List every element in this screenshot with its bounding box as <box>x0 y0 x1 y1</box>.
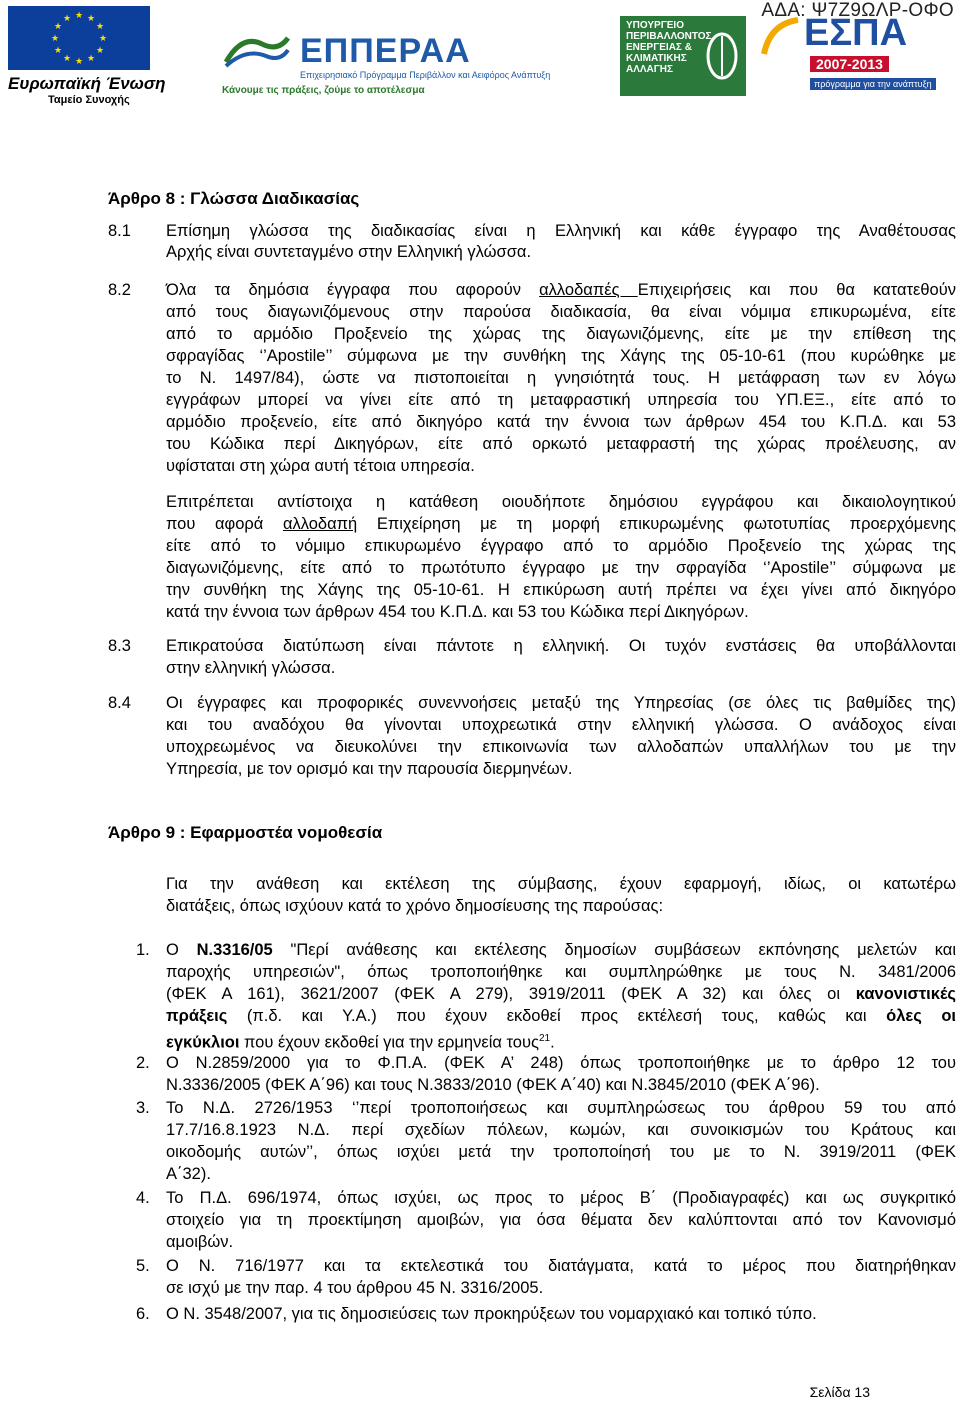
item-5-line: Ο Ν. 716/1977 και τα εκτελεστικά του διατάγματα, κατά το μέρος που διατηρήθηκαν <box>166 1257 956 1275</box>
ada-code: ΑΔΑ: Ψ7Ζ9ΩΛΡ-ΟΦΟ <box>761 0 954 21</box>
item-1-line: Ο Ν.3316/05 "Περί ανάθεσης και εκτέλεσης δημοσίων συμβάσεων εκπόνησης μελετών και <box>166 941 957 959</box>
ministry-logo <box>620 16 746 96</box>
svg-text:★: ★ <box>53 22 63 32</box>
item-4-line: στοιχείο για τη προεκτίμηση αμοιβών, για όσα θέματα δεν καλύπτονται από τον Κανονισμό <box>166 1211 956 1229</box>
page-number: Σελίδα 13 <box>809 1384 870 1400</box>
para-8-2b-line: είτε από το νόμιμο επικυρωμένο έγγραφο από το αρμόδιο Προξενείο της χώρας της <box>166 537 956 555</box>
para-8-2-line: από τους διαγωνιζόμενους στην παρούσα διαδικασία, θα είναι νόμιμα επικυρωμένα, είτε <box>166 303 956 321</box>
item-1-number: 1. <box>136 941 150 959</box>
item-3-line: οικοδομής αυτών’’, όπως ισχύει μετά την τροποποίησή του με το Ν. 3919/2011 (ΦΕΚ <box>166 1143 956 1161</box>
para-8-4-number: 8.4 <box>108 694 131 712</box>
para-8-4-line: Υπηρεσία, με τον ορισμό και την παρουσία διερμηνέων. <box>166 760 573 778</box>
espa-logo <box>760 12 956 98</box>
para-8-2-line: το Ν. 1497/84), ώστε να πιστοποιείται η γνησιότητά τους. Η μετάφραση των εν λόγω <box>166 369 956 387</box>
svg-text:★: ★ <box>50 34 60 44</box>
eu-flag-icon <box>8 6 150 70</box>
svg-text:★: ★ <box>53 46 63 56</box>
item-1-line: εγκύκλιοι που έχουν εκδοθεί για την ερμηνεία τους$^{21}$. <box>166 1033 555 1052</box>
article8-title: Άρθρο 8 : Γλώσσα Διαδικασίας <box>108 189 360 208</box>
epperaa-tagline: Κάνουμε τις πράξεις, ζούμε το αποτέλεσμα <box>222 85 425 96</box>
svg-text:★: ★ <box>95 22 105 32</box>
svg-text:★: ★ <box>62 14 72 24</box>
para-8-2-line: από το αρμόδιο Προξενείο της χώρας της διαγωνιζόμενης, είτε με την επίθεση της <box>166 325 956 343</box>
para-8-2-line: του Κώδικα περί Δικηγόρων, είτε από ορκωτό μεταφραστή της χώρας προέλευσης, αν <box>166 435 956 453</box>
para-8-1-line: Επίσημη γλώσσα της διαδικασίας είναι η Ελληνική και κάθε έγγραφο της Αναθέτουσας <box>166 222 956 240</box>
article9-intro-line: Για την ανάθεση και εκτέλεση της σύμβασης, έχουν εφαρμογή, ιδίως, οι κατωτέρω <box>166 875 956 893</box>
para-8-4-line: υποχρεωμένος να διευκολύνει την επικοινωνία των αλλοδαπών υπαλλήλων του με την <box>166 738 956 756</box>
para-8-1-number: 8.1 <box>108 222 131 240</box>
para-8-2-line: Όλα τα δημόσια έγγραφα που αφορούν αλλοδαπές Επιχειρήσεις και που θα κατατεθούν <box>166 281 957 299</box>
para-8-2-line: αρμόδιο προξενείο, είτε από δικηγόρο κατά την έννοια των άρθρων 454 του Κ.Π.Δ. και 53 <box>166 413 956 431</box>
item-1-line: πράξεις (π.δ. και Υ.Α.) που έχουν εκδοθεί προς εκτέλεσή τους, καθώς και όλες οι <box>166 1007 956 1025</box>
footnote-ref: 21 <box>538 1033 551 1044</box>
item-1-line: παροχής υπηρεσιών", όπως τροποποιήθηκε και συμπληρώθηκε με τους Ν. 3481/2006 <box>166 963 956 981</box>
article9-intro-line: διατάξεις, όπως ισχύουν κατά το χρόνο δημοσίευσης της παρούσας: <box>166 897 664 915</box>
item-3-line: 17.7/16.8.1923 Ν.Δ. περί σχεδίων πόλεων, κωμών, και συνοικισμών του Κράτους και <box>166 1121 956 1139</box>
eu-caption: Ευρωπαϊκή Ένωση <box>8 74 166 93</box>
item-4-number: 4. <box>136 1189 150 1207</box>
para-8-2-line: υφίσταται στη χώρα αυτή τέτοια υπηρεσία. <box>166 457 475 475</box>
para-8-2-number: 8.2 <box>108 281 131 299</box>
svg-text:★: ★ <box>98 34 108 44</box>
para-8-1-line: Αρχής είναι συντεταγμένο στην Ελληνική γλώσσα. <box>166 243 532 261</box>
item-6-line: Ο Ν. 3548/2007, για τις δημοσιεύσεις των προκηρύξεων του νομαρχιακό και τοπικό τύπο. <box>166 1305 817 1323</box>
para-8-3-line: Επικρατούσα διατύπωση είναι πάντοτε η ελληνική. Οι τυχόν ενστάσεις θα υποβάλλονται <box>166 637 956 655</box>
epperaa-small-text: Επιχειρησιακό Πρόγραμμα Περιβάλλον και Αειφόρος Ανάπτυξη <box>300 70 551 80</box>
item-6-number: 6. <box>136 1305 150 1323</box>
epperaa-name: ΕΠΠΕΡΑΑ <box>300 32 471 70</box>
item-2-line: Ν.3336/2005 (ΦΕΚ Α΄96) και τους Ν.3833/2010 (ΦΕΚ Α΄40) και Ν.3845/2010 (ΦΕΚ Α΄96). <box>166 1076 820 1094</box>
svg-text:★: ★ <box>86 54 96 64</box>
svg-text:★: ★ <box>95 46 105 56</box>
espa-program: πρόγραμμα για την ανάπτυξη <box>810 78 936 90</box>
epperaa-mark-icon <box>222 30 292 70</box>
svg-text:★: ★ <box>86 14 96 24</box>
svg-text:★: ★ <box>74 57 84 67</box>
para-8-2-line: σφραγίδας ‘’Apostile’’ σύμφωνα με την συνθήκη της Χάγης της 05-10-61 (που κυρώθηκε με <box>166 347 956 365</box>
para-8-2b-line: διαγωνιζόμενης, είτε από το πρωτότυπο έγγραφο με την σφραγίδα ‘’Apostile’’ σύμφωνα με <box>166 559 956 577</box>
article9-title: Άρθρο 9 : Εφαρμοστέα νομοθεσία <box>108 823 383 842</box>
ministry-emblem-icon <box>704 30 740 82</box>
item-4-line: αμοιβών. <box>166 1233 234 1251</box>
item-2-line: Ο Ν.2859/2000 για το Φ.Π.Α. (ΦΕΚ Α’ 248) όπως τροποποιήθηκε με το άρθρο 12 του <box>166 1054 956 1072</box>
para-8-4-line: Οι έγγραφες και προφορικές συνεννοήσεις μεταξύ της Υπηρεσίας (σε όλες τις βαθμίδες της) <box>166 694 956 712</box>
eu-subcaption: Ταμείο Συνοχής <box>48 94 130 106</box>
espa-name: ΕΣΠΑ <box>804 12 908 54</box>
para-8-2b-line: που αφορά αλλοδαπή Επιχείρηση με τη μορφή επικυρωμένης φωτοτυπίας προερχόμενης <box>166 515 957 533</box>
item-4-line: Το Π.Δ. 696/1974, όπως ισχύει, ως προς το μέρος Β΄ (Προδιαγραφές) και ως συγκριτικό <box>166 1189 956 1207</box>
para-8-4-line: και του αναδόχου θα γίνονται υποχρεωτικά στην ελληνική γλώσσα. Ο ανάδοχος είναι <box>166 716 956 734</box>
ministry-text: ΥΠΟΥΡΓΕΙΟ ΠΕΡΙΒΑΛΛΟΝΤΟΣ ΕΝΕΡΓΕΙΑΣ & ΚΛΙΜΑΤΙΚΗΣ ΑΛΛΑΓΗΣ <box>626 20 712 75</box>
para-8-2b-line: κατά την έννοια των άρθρων 454 του Κ.Π.Δ. και 53 του Κώδικα περί Δικηγόρων. <box>166 603 749 621</box>
svg-text:★: ★ <box>74 11 84 21</box>
para-8-3-number: 8.3 <box>108 637 131 655</box>
item-5-line: σε ισχύ με την παρ. 4 του άρθρου 45 Ν. 3316/2005. <box>166 1279 544 1297</box>
item-3-line: Το Ν.Δ. 2726/1953 ‘’περί τροποποιήσεως και συμπληρώσεως του άρθρου 59 του από <box>166 1099 956 1117</box>
espa-years: 2007-2013 <box>810 56 889 72</box>
para-8-2b-line: Επιτρέπεται αντίστοιχα η κατάθεση οιουδήποτε δημόσιου εγγράφου και δικαιολογητικού <box>166 493 956 511</box>
eu-logo <box>8 6 166 106</box>
para-8-2b-line: την συνθήκη της Χάγης της 05-10-61. Η επικύρωση αυτή πρέπει να έχει γίνει από δικηγόρο <box>166 581 956 599</box>
item-5-number: 5. <box>136 1257 150 1275</box>
item-3-number: 3. <box>136 1099 150 1117</box>
item-1-line: (ΦΕΚ Α 161), 3621/2007 (ΦΕΚ Α 279), 3919/2011 (ΦΕΚ Α 32) και όλες οι κανονιστικές <box>166 985 956 1003</box>
item-2-number: 2. <box>136 1054 150 1072</box>
svg-text:★: ★ <box>62 54 72 64</box>
item-3-line: Α΄32). <box>166 1165 211 1183</box>
para-8-3-line: στην ελληνική γλώσσα. <box>166 659 336 677</box>
para-8-2-line: εγγράφων μπορεί να γίνει είτε από τη μεταφραστική υπηρεσία του ΥΠ.ΕΞ., είτε από το <box>166 391 956 409</box>
espa-mark-icon <box>760 16 802 58</box>
